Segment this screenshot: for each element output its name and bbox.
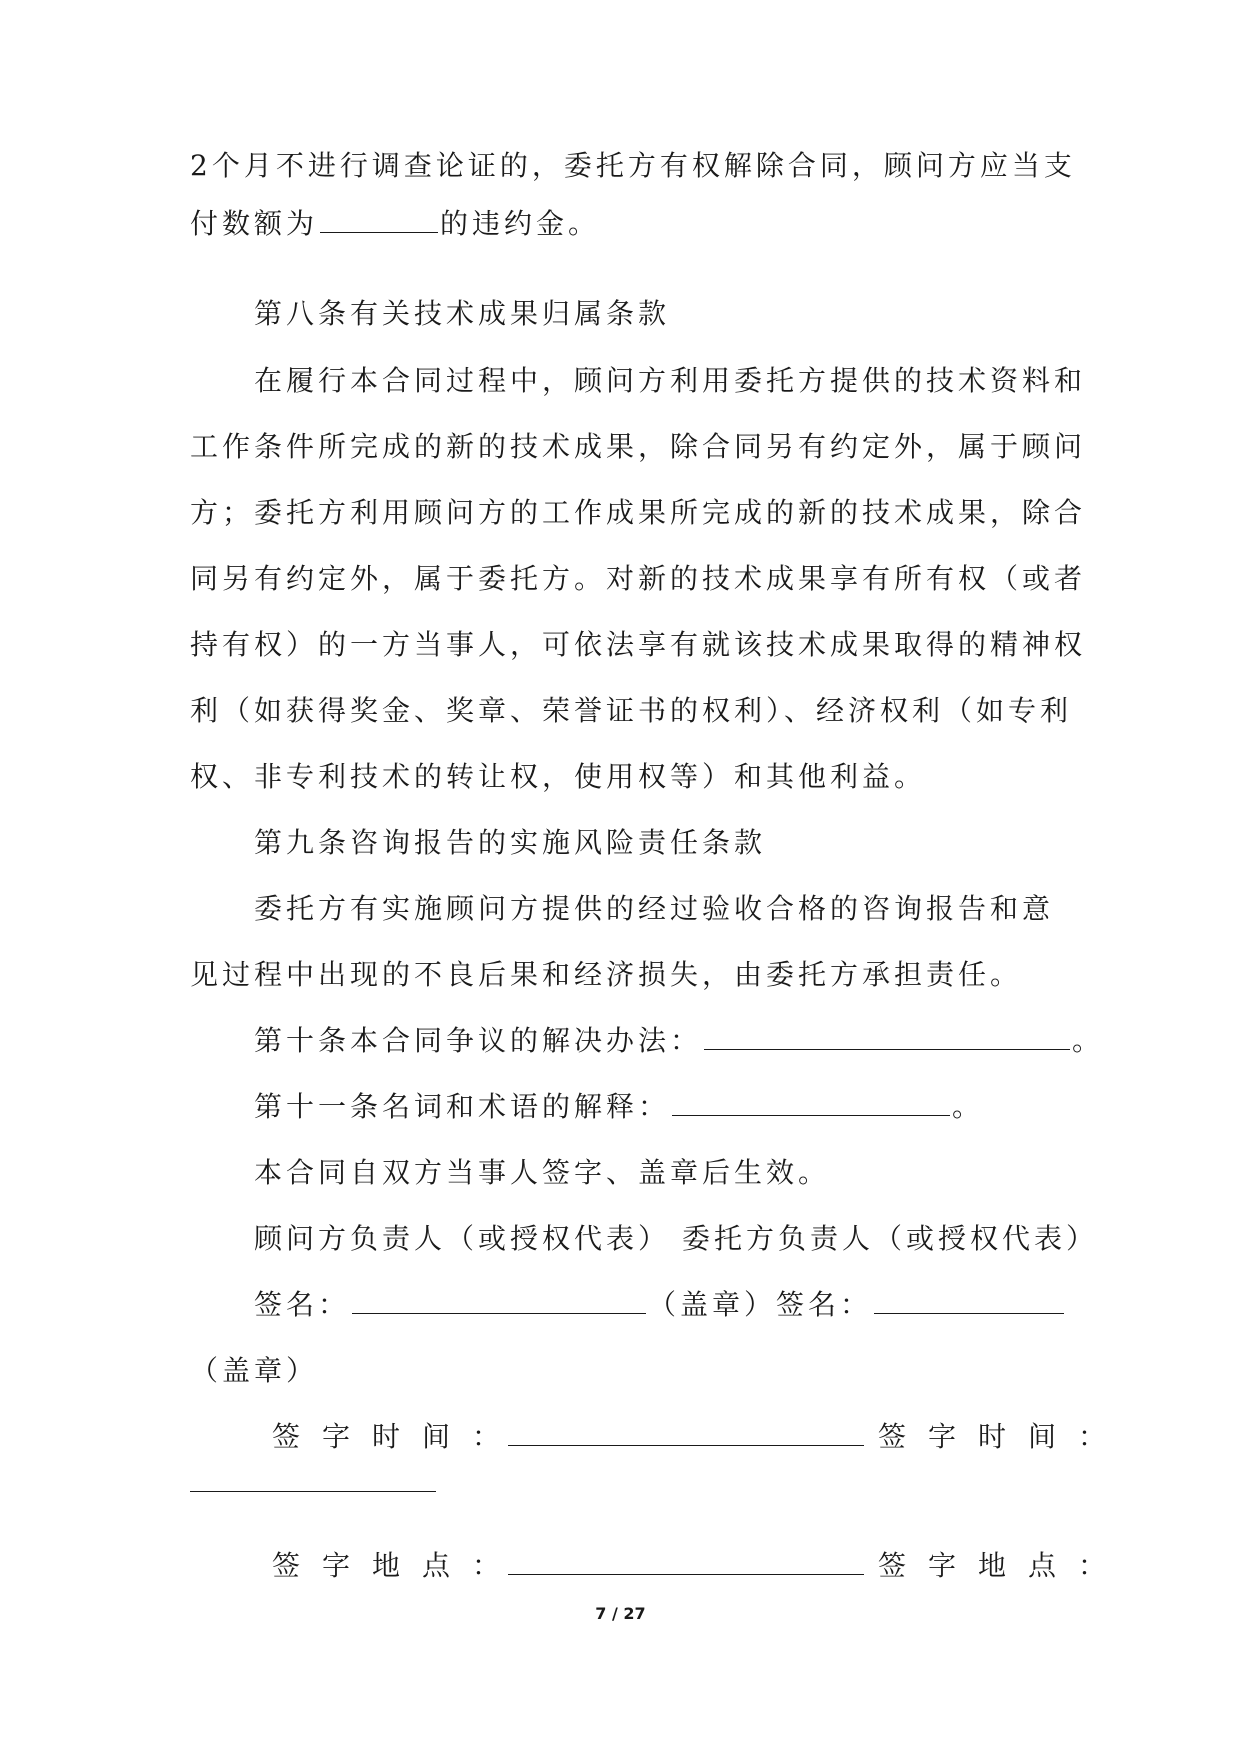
- fill-in-blank: [874, 1285, 1064, 1314]
- text-segment: 见过程中出现的不良后果和经济损失，由委托方承担责任。: [190, 958, 1023, 991]
- fill-in-blank: [508, 1546, 864, 1575]
- text-segment: 委托方负责人（或授权代表）: [682, 1222, 1099, 1255]
- text-segment: 本合同自双方当事人签字、盖章后生效。: [254, 1156, 831, 1189]
- text-segment: 。: [952, 1090, 985, 1123]
- paragraph-line: [254, 889, 1054, 929]
- text-segment: 签字地点：: [272, 1549, 523, 1582]
- text-segment: 付数额为: [190, 207, 319, 240]
- text-segment: 第九条咨询报告的实施风险责任条款: [254, 826, 767, 859]
- fill-in-blank: [704, 1021, 1070, 1050]
- text-segment: 签字地点：: [878, 1549, 1129, 1582]
- page-number: 7 / 27: [595, 1604, 646, 1623]
- paragraph-line: [254, 1021, 1104, 1061]
- text-segment: 签字时间：: [878, 1420, 1129, 1453]
- text-segment: 方；委托方利用顾问方的工作成果所完成的新的技术成果，除合: [190, 496, 1087, 529]
- text-segment: 在履行本合同过程中，顾问方利用委托方提供的技术资料和: [254, 364, 1087, 397]
- paragraph-line: [254, 1087, 984, 1127]
- paragraph-line: [254, 1153, 830, 1193]
- text-segment: 同另有约定外，属于委托方。对新的技术成果享有所有权（或者: [190, 562, 1087, 595]
- text-segment: 顾问方负责人（或授权代表）: [254, 1222, 671, 1255]
- text-segment: （盖章）: [190, 1354, 319, 1387]
- text-segment: 的违约金。: [440, 207, 601, 240]
- signing-time-line: [272, 1417, 1128, 1457]
- text-segment: 第八条有关技术成果归属条款: [254, 297, 671, 330]
- paragraph-line: [190, 559, 1086, 599]
- paragraph-line: [190, 146, 1076, 186]
- seal-line: [190, 1351, 318, 1391]
- signature-line: [254, 1285, 1066, 1325]
- text-segment: 2个月不进行调查论证的，委托方有权解除合同，顾问方应当支: [190, 149, 1076, 182]
- fill-in-blank: [508, 1417, 864, 1446]
- paragraph-line: [190, 625, 1086, 665]
- article-heading: [254, 294, 670, 334]
- signature-parties-line: [254, 1219, 1098, 1259]
- signing-place-line: [272, 1546, 1128, 1586]
- paragraph-line: [190, 757, 926, 797]
- paragraph-line: [190, 493, 1086, 533]
- text-segment: 持有权）的一方当事人，可依法享有就该技术成果取得的精神权: [190, 628, 1087, 661]
- text-segment: 签名：: [254, 1288, 351, 1321]
- text-segment: 权、非专利技术的转让权，使用权等）和其他利益。: [190, 760, 927, 793]
- paragraph-line: [190, 691, 1072, 731]
- text-segment: 委托方有实施顾问方提供的经过验收合格的咨询报告和意: [254, 892, 1055, 925]
- text-segment: （盖章）签名：: [648, 1288, 873, 1321]
- text-segment: 签字时间：: [272, 1420, 523, 1453]
- fill-in-blank: [672, 1087, 950, 1116]
- text-segment: 。: [1072, 1024, 1105, 1057]
- paragraph-line: [254, 361, 1086, 401]
- text-segment: 第十一条名词和术语的解释：: [254, 1090, 671, 1123]
- fill-in-blank: [352, 1285, 646, 1314]
- text-segment: 第十条本合同争议的解决办法：: [254, 1024, 703, 1057]
- paragraph-line: [190, 427, 1086, 467]
- text-segment: 工作条件所完成的新的技术成果，除合同另有约定外，属于顾问: [190, 430, 1087, 463]
- text-segment: 利（如获得奖金、奖章、荣誉证书的权利）、经济权利（如专利: [190, 694, 1073, 727]
- article-heading: [254, 823, 766, 863]
- paragraph-line: [190, 955, 1022, 995]
- fill-in-blank: [320, 204, 438, 233]
- fill-in-blank: [190, 1491, 436, 1492]
- paragraph-line: [190, 204, 600, 244]
